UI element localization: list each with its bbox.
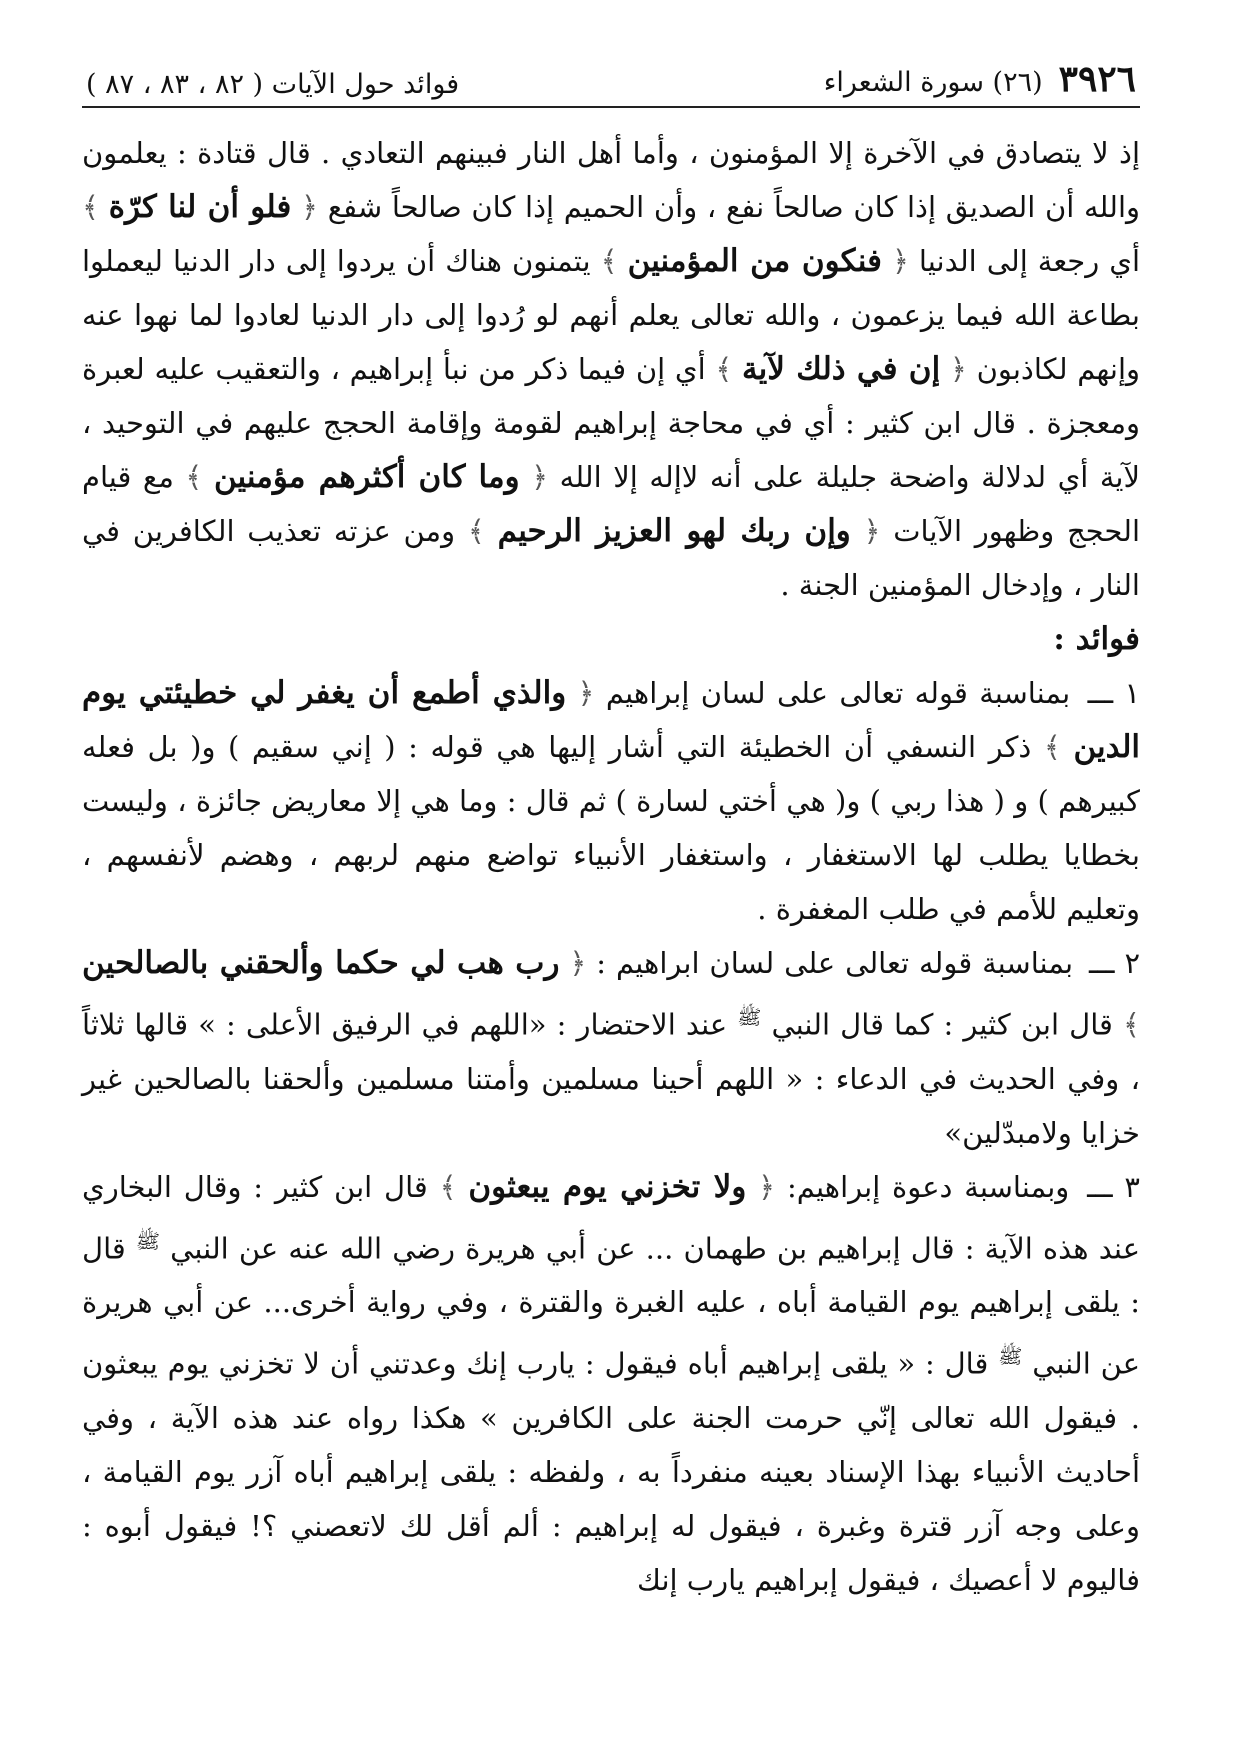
verse-bracket: ﴿ — [531, 460, 549, 494]
text-run: يتمنون هناك أن يردوا إلى دار الدنيا ليعملوا بطاعة الله فيما يزعمون ، والله تعالى يعلم أنهم لو رُدوا إلى دار الدنيا لعادوا لما نهوا عنه وإنهم لكاذبون — [82, 244, 1141, 386]
header-divider — [82, 106, 1140, 108]
page-number: ٣٩٢٦ — [1058, 58, 1136, 100]
verse-bracket: ﴾ — [1123, 1007, 1140, 1042]
verse-bracket: ﴾ — [82, 190, 99, 224]
quran-verse: إن في ذلك لآية — [742, 351, 941, 387]
salutation-glyph: ﷺ — [998, 1344, 1023, 1369]
text-run: أي رجعة إلى الدنيا — [908, 244, 1140, 278]
page-header — [82, 38, 1140, 106]
text-run: أي إن فيما ذكر من نبأ إبراهيم ، والتعقيب عليه لعبرة ومعجزة . قال ابن كثير : أي في محاجة إبراهيم لقومة وإقامة الحجج عليهم في التوحيد ، لآية أي لدلالة واضحة جليلة على أنه لاإله إلا الله — [82, 352, 1141, 494]
surah-title: (٢٦) سورة الشعراء — [823, 67, 1043, 98]
header-right — [824, 58, 1136, 100]
item-number: ٢ ـــ — [1089, 946, 1141, 980]
quran-verse: وإن ربك لهو العزيز الرحيم — [497, 513, 851, 549]
text-run: بمناسبة قوله تعالى على لسان إبراهيم — [594, 676, 1071, 710]
text-run: قال : « يلقى إبراهيم أباه فيقول : يارب إنك وعدتني أن لا تخزني يوم يبعثون . فيقول الله تعالى إنّي حرمت الجنة على الكافرين » هكذا رواه عند هذه الآية ، وفي أحاديث الأنبياء بهذا الإسناد بعينه منفرداً به ، ولفظه : يلقى إبراهيم أباه آزر يوم القيامة ، وعلى وجه آزر قترة وغبرة ، فيقول له إبراهيم : ألم أقل لك لاتعصني ؟! فيقول أبوه : فاليوم لا أعصيك ، فيقول إبراهيم يارب إنك — [82, 1346, 1140, 1597]
text-run: بمناسبة قوله تعالى على لسان ابراهيم : — [586, 946, 1074, 980]
verse-bracket: ﴿ — [301, 190, 319, 224]
text-run: إذ لا يتصادق في الآخرة إلا المؤمنون ، وأما أهل النار فبينهم التعادي . قال قتادة : يعلمون والله أن الصديق إذا كان صالحاً نفع ، وأن الحميم إذا كان صالحاً شفع — [82, 136, 1141, 224]
text-run: وبمناسبة دعوة إبراهيم: — [775, 1169, 1070, 1204]
body-text — [82, 126, 1140, 1607]
verse-bracket: ﴾ — [600, 244, 618, 278]
salutation-glyph: ﷺ — [135, 1228, 161, 1253]
quran-verse: رب هب لي حكما وألحقني بالصالحين — [82, 945, 560, 981]
text-run: قال : يلقى إبراهيم يوم القيامة أباه ، عليه الغبرة والقترة ، وفي رواية أخرى... عن أبي هريرة عن النبي — [82, 1231, 1140, 1381]
benefit-item-3 — [82, 1160, 1140, 1607]
quran-verse: فنكون من المؤمنين — [627, 243, 882, 279]
benefit-item-2 — [82, 936, 1140, 1160]
text-run: قال ابن كثير : وقال البخاري عند هذه الآية : قال إبراهيم بن طهمان ... عن أبي هريرة رضي الله عنه عن النبي — [82, 1169, 1140, 1266]
item-number: ١ ـــ — [1087, 676, 1141, 710]
text-run: قال ابن كثير : كما قال النبي — [761, 1007, 1123, 1042]
text-run: عند الاحتضار : «اللهم في الرفيق الأعلى : » قالها ثلاثاً ، وفي الحديث في الدعاء : « اللهم أحينا مسلمين وأمتنا مسلمين وألحقنا بالصالحين غير خزايا ولامبدّلين» — [82, 1007, 1140, 1150]
verse-bracket: ﴿ — [949, 352, 967, 386]
quran-verse: فلو أن لنا كرّة — [108, 189, 292, 225]
verse-bracket: ﴾ — [439, 1169, 457, 1204]
text-run: ومن عزته تعذيب الكافرين في النار ، وإدخال المؤمنين الجنة . — [82, 514, 1140, 602]
benefit-item-1 — [82, 666, 1140, 936]
verse-bracket: ﴿ — [577, 676, 595, 710]
fawaid-heading: فوائد : — [1053, 621, 1140, 657]
quran-verse: وما كان أكثرهم مؤمنين — [213, 459, 520, 495]
verse-bracket: ﴿ — [891, 244, 909, 278]
quran-verse: ولا تخزني يوم يبعثون — [468, 1168, 747, 1205]
verse-bracket: ﴿ — [863, 514, 881, 548]
text-run: ذكر النسفي أن الخطيئة التي أشار إليها هي قوله : ( إني سقيم ) و( بل فعله كبيرهم ) و ( هذا ربي ) و( هي أختي لسارة ) ثم قال : وما هي إلا معاريض جائزة ، وليست بخطايا يطلب لها الاستغفار ، واستغفار الأنبياء تواضع منهم لربهم ، وهضم لأنفسهم ، وتعليم للأمم في طلب المغفرة . — [82, 730, 1140, 926]
verse-bracket: ﴾ — [185, 460, 203, 494]
salutation-glyph: ﷺ — [737, 1005, 762, 1029]
section-heading: فوائد حول الآيات ( ٨٢ ، ٨٣ ، ٨٧ ) — [86, 69, 460, 100]
text-run: مع قيام الحجج وظهور الآيات — [82, 460, 1141, 548]
quran-verse: والذي أطمع أن يغفر لي خطيئتي يوم الدين — [82, 675, 1141, 765]
verse-bracket: ﴾ — [1043, 730, 1061, 764]
intro-paragraph — [82, 126, 1140, 612]
verse-bracket: ﴿ — [569, 946, 587, 980]
verse-bracket: ﴾ — [467, 514, 485, 548]
verse-bracket: ﴿ — [758, 1169, 776, 1204]
item-number: ٣ ـــ — [1087, 1169, 1140, 1204]
verse-bracket: ﴾ — [715, 352, 733, 386]
